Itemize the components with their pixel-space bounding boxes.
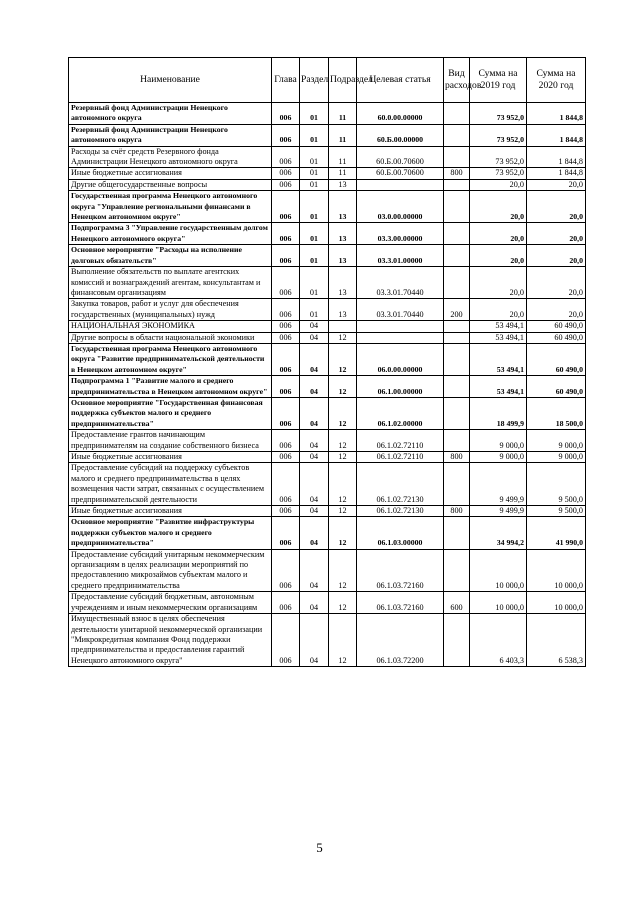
row-subsection: 13 (329, 299, 357, 321)
row-sum-2019: 20,0 (470, 299, 527, 321)
row-target-article: 03.3.01.70440 (357, 299, 444, 321)
table-row (69, 430, 586, 452)
row-target-article: 06.1.03.72160 (357, 549, 444, 592)
row-expense-type (444, 245, 470, 267)
row-chapter: 006 (272, 430, 300, 452)
row-section: 01 (300, 124, 329, 146)
budget-table (68, 57, 586, 667)
header-name: Наименование (69, 58, 272, 103)
row-sum-2019: 18 499,9 (470, 397, 527, 429)
row-sum-2020: 60 490,0 (527, 321, 586, 332)
row-expense-type (444, 463, 470, 506)
row-sum-2020: 9 000,0 (527, 430, 586, 452)
row-sum-2020: 6 538,3 (527, 614, 586, 667)
row-subsection: 12 (329, 376, 357, 398)
row-section: 04 (300, 506, 329, 517)
row-name: Предоставление субсидий на поддержку субъектов малого и среднего предпринимательства в целях возмещения части затрат, связанных с осуществлением предпринимательской деятельности (69, 463, 272, 506)
row-sum-2020: 20,0 (527, 267, 586, 299)
row-chapter: 006 (272, 168, 300, 179)
row-subsection: 11 (329, 168, 357, 179)
row-subsection: 11 (329, 146, 357, 168)
row-target-article: 06.1.02.72130 (357, 463, 444, 506)
row-chapter: 006 (272, 321, 300, 332)
row-chapter: 006 (272, 332, 300, 343)
row-section: 04 (300, 592, 329, 614)
row-name: Выполнение обязательств по выплате агентских комиссий и вознаграждений агентам, консультантам и финансовым организациям (69, 267, 272, 299)
header-chapter: Глава (272, 58, 300, 103)
row-expense-type: 200 (444, 299, 470, 321)
row-sum-2020: 18 500,0 (527, 397, 586, 429)
row-sum-2020: 41 990,0 (527, 517, 586, 549)
row-chapter: 006 (272, 191, 300, 223)
row-expense-type (444, 223, 470, 245)
row-sum-2020: 1 844,8 (527, 124, 586, 146)
row-chapter: 006 (272, 517, 300, 549)
row-name: НАЦИОНАЛЬНАЯ ЭКОНОМИКА (69, 321, 272, 332)
row-sum-2020: 10 000,0 (527, 592, 586, 614)
row-sum-2020: 20,0 (527, 191, 586, 223)
row-expense-type (444, 124, 470, 146)
table-row (69, 321, 586, 332)
row-subsection: 13 (329, 245, 357, 267)
row-sum-2019: 10 000,0 (470, 549, 527, 592)
row-chapter: 006 (272, 592, 300, 614)
header-subsection: Подраздел (329, 58, 357, 103)
row-name: Иные бюджетные ассигнования (69, 452, 272, 463)
row-expense-type (444, 376, 470, 398)
row-expense-type (444, 397, 470, 429)
row-expense-type (444, 267, 470, 299)
row-sum-2019: 53 494,1 (470, 321, 527, 332)
row-name: Закупка товаров, работ и услуг для обеспечения государственных (муниципальных) нужд (69, 299, 272, 321)
row-subsection: 12 (329, 592, 357, 614)
row-subsection: 12 (329, 452, 357, 463)
row-subsection: 11 (329, 124, 357, 146)
row-target-article: 06.1.02.72130 (357, 506, 444, 517)
row-sum-2020: 20,0 (527, 245, 586, 267)
row-name: Имущественный взнос в целях обеспечения деятельности унитарной некоммерческой организации "Микрокредитная компания Фонд поддержки предпринимательства и предоставления гарантий Ненецкого автономного округа" (69, 614, 272, 667)
row-chapter: 006 (272, 506, 300, 517)
table-row (69, 245, 586, 267)
row-sum-2019: 20,0 (470, 267, 527, 299)
row-chapter: 006 (272, 376, 300, 398)
row-target-article: 03.3.01.00000 (357, 245, 444, 267)
row-expense-type: 600 (444, 592, 470, 614)
row-section: 04 (300, 549, 329, 592)
header-target-article: Целевая статья (357, 58, 444, 103)
row-target-article: 60.Б.00.70600 (357, 168, 444, 179)
row-section: 01 (300, 223, 329, 245)
row-subsection: 12 (329, 549, 357, 592)
row-expense-type (444, 343, 470, 375)
row-subsection: 11 (329, 103, 357, 125)
row-sum-2019: 9 000,0 (470, 452, 527, 463)
row-expense-type (444, 191, 470, 223)
row-sum-2019: 53 494,1 (470, 332, 527, 343)
table-row (69, 549, 586, 592)
row-name: Иные бюджетные ассигнования (69, 506, 272, 517)
row-section: 04 (300, 321, 329, 332)
row-chapter: 006 (272, 299, 300, 321)
table-row (69, 179, 586, 190)
row-sum-2019: 20,0 (470, 191, 527, 223)
row-chapter: 006 (272, 463, 300, 506)
row-subsection (329, 321, 357, 332)
row-section: 01 (300, 168, 329, 179)
row-subsection: 12 (329, 614, 357, 667)
table-row (69, 223, 586, 245)
row-expense-type: 800 (444, 168, 470, 179)
row-expense-type (444, 332, 470, 343)
row-target-article: 03.0.00.00000 (357, 191, 444, 223)
row-sum-2019: 20,0 (470, 245, 527, 267)
row-chapter: 006 (272, 124, 300, 146)
row-expense-type: 800 (444, 506, 470, 517)
table-row (69, 267, 586, 299)
page-number: 5 (316, 840, 323, 855)
table-row (69, 376, 586, 398)
row-sum-2019: 73 952,0 (470, 103, 527, 125)
row-subsection: 12 (329, 332, 357, 343)
row-sum-2020: 20,0 (527, 179, 586, 190)
row-chapter: 006 (272, 452, 300, 463)
header-sum-2019: Сумма на 2019 год (470, 58, 527, 103)
row-chapter: 006 (272, 179, 300, 190)
row-sum-2020: 9 500,0 (527, 506, 586, 517)
row-name: Другие вопросы в области национальной экономики (69, 332, 272, 343)
row-expense-type (444, 614, 470, 667)
row-sum-2019: 73 952,0 (470, 168, 527, 179)
row-sum-2020: 1 844,8 (527, 168, 586, 179)
row-chapter: 006 (272, 549, 300, 592)
table-row (69, 332, 586, 343)
row-chapter: 006 (272, 146, 300, 168)
row-sum-2020: 9 500,0 (527, 463, 586, 506)
row-chapter: 006 (272, 343, 300, 375)
row-subsection: 12 (329, 430, 357, 452)
row-subsection: 13 (329, 191, 357, 223)
row-section: 01 (300, 299, 329, 321)
row-name: Резервный фонд Администрации Ненецкого автономного округа (69, 103, 272, 125)
row-name: Государственная программа Ненецкого автономного округа "Развитие предпринимательской деятельности в Ненецком автономном округе" (69, 343, 272, 375)
row-name: Подпрограмма 1 "Развитие малого и среднего предпринимательства в Ненецком автономном округе" (69, 376, 272, 398)
row-section: 04 (300, 452, 329, 463)
row-subsection: 13 (329, 223, 357, 245)
row-name: Расходы за счёт средств Резервного фонда Администрации Ненецкого автономного округа (69, 146, 272, 168)
row-section: 01 (300, 103, 329, 125)
row-target-article: 06.1.02.72110 (357, 430, 444, 452)
row-sum-2020: 10 000,0 (527, 549, 586, 592)
row-section: 04 (300, 517, 329, 549)
row-sum-2020: 60 490,0 (527, 332, 586, 343)
row-name: Основное мероприятие "Развитие инфраструктуры поддержки субъектов малого и среднего предпринимательства" (69, 517, 272, 549)
row-target-article: 03.3.00.00000 (357, 223, 444, 245)
row-sum-2019: 6 403,3 (470, 614, 527, 667)
table-row (69, 103, 586, 125)
row-target-article: 60.Б.00.00000 (357, 124, 444, 146)
row-target-article: 06.1.03.72200 (357, 614, 444, 667)
row-subsection: 13 (329, 179, 357, 190)
row-sum-2020: 9 000,0 (527, 452, 586, 463)
row-target-article: 06.0.00.00000 (357, 343, 444, 375)
row-chapter: 006 (272, 267, 300, 299)
table-row (69, 614, 586, 667)
row-sum-2019: 9 000,0 (470, 430, 527, 452)
row-sum-2020: 60 490,0 (527, 343, 586, 375)
row-target-article (357, 321, 444, 332)
row-name: Резервный фонд Администрации Ненецкого автономного округа (69, 124, 272, 146)
table-row (69, 146, 586, 168)
table-row (69, 191, 586, 223)
row-target-article: 06.1.00.00000 (357, 376, 444, 398)
row-section: 04 (300, 397, 329, 429)
row-section: 04 (300, 343, 329, 375)
row-subsection: 12 (329, 397, 357, 429)
row-expense-type (444, 321, 470, 332)
table-row (69, 517, 586, 549)
row-sum-2019: 53 494,1 (470, 343, 527, 375)
row-section: 01 (300, 146, 329, 168)
header-expense-type: Вид расходов (444, 58, 470, 103)
row-subsection: 12 (329, 506, 357, 517)
row-subsection: 13 (329, 267, 357, 299)
row-section: 01 (300, 191, 329, 223)
row-subsection: 12 (329, 517, 357, 549)
row-target-article: 03.3.01.70440 (357, 267, 444, 299)
row-sum-2020: 1 844,8 (527, 146, 586, 168)
row-subsection: 12 (329, 463, 357, 506)
table-row (69, 299, 586, 321)
table-row (69, 452, 586, 463)
header-sum-2020: Сумма на 2020 год (527, 58, 586, 103)
row-sum-2019: 10 000,0 (470, 592, 527, 614)
table-row (69, 506, 586, 517)
row-section: 01 (300, 267, 329, 299)
row-sum-2020: 20,0 (527, 223, 586, 245)
row-target-article: 06.1.02.00000 (357, 397, 444, 429)
row-expense-type (444, 430, 470, 452)
table-row (69, 343, 586, 375)
row-chapter: 006 (272, 245, 300, 267)
row-target-article: 06.1.02.72110 (357, 452, 444, 463)
row-sum-2020: 20,0 (527, 299, 586, 321)
row-sum-2019: 34 994,2 (470, 517, 527, 549)
row-target-article: 60.Б.00.70600 (357, 146, 444, 168)
row-section: 01 (300, 245, 329, 267)
row-sum-2019: 73 952,0 (470, 124, 527, 146)
row-expense-type (444, 146, 470, 168)
row-sum-2019: 9 499,9 (470, 506, 527, 517)
row-chapter: 006 (272, 397, 300, 429)
row-section: 04 (300, 430, 329, 452)
row-name: Иные бюджетные ассигнования (69, 168, 272, 179)
row-sum-2020: 1 844,8 (527, 103, 586, 125)
table-row (69, 397, 586, 429)
row-expense-type (444, 103, 470, 125)
row-section: 04 (300, 332, 329, 343)
row-sum-2020: 60 490,0 (527, 376, 586, 398)
row-chapter: 006 (272, 614, 300, 667)
header-section: Раздел (300, 58, 329, 103)
row-name: Государственная программа Ненецкого автономного округа "Управление региональными финансами в Ненецком автономном округе" (69, 191, 272, 223)
row-sum-2019: 20,0 (470, 179, 527, 190)
row-section: 04 (300, 463, 329, 506)
row-section: 04 (300, 614, 329, 667)
row-name: Предоставление грантов начинающим предпринимателям на создание собственного бизнеса (69, 430, 272, 452)
row-expense-type (444, 179, 470, 190)
row-name: Подпрограмма 3 "Управление государственным долгом Ненецкого автономного округа" (69, 223, 272, 245)
row-target-article: 60.0.00.00000 (357, 103, 444, 125)
table-header-row (69, 58, 586, 103)
row-name: Основное мероприятие "Расходы на исполнение долговых обязательств" (69, 245, 272, 267)
table-row (69, 592, 586, 614)
row-name: Предоставление субсидий бюджетным, автономным учреждениям и иным некоммерческим организациям (69, 592, 272, 614)
row-section: 04 (300, 376, 329, 398)
row-target-article (357, 332, 444, 343)
row-expense-type (444, 517, 470, 549)
row-name: Другие общегосударственные вопросы (69, 179, 272, 190)
row-target-article: 06.1.03.00000 (357, 517, 444, 549)
row-sum-2019: 9 499,9 (470, 463, 527, 506)
row-sum-2019: 53 494,1 (470, 376, 527, 398)
row-expense-type (444, 549, 470, 592)
table-row (69, 124, 586, 146)
row-sum-2019: 73 952,0 (470, 146, 527, 168)
row-chapter: 006 (272, 103, 300, 125)
row-name: Предоставление субсидий унитарным некоммерческим организациям в целях реализации мероприятий по предоставлению микрозаймов субъектам малого и среднего предпринимательства (69, 549, 272, 592)
row-target-article (357, 179, 444, 190)
table-row (69, 463, 586, 506)
row-subsection: 12 (329, 343, 357, 375)
row-target-article: 06.1.03.72160 (357, 592, 444, 614)
row-chapter: 006 (272, 223, 300, 245)
row-name: Основное мероприятие "Государственная финансовая поддержка субъектов малого и среднего предпринимательства" (69, 397, 272, 429)
table-row (69, 168, 586, 179)
row-expense-type: 800 (444, 452, 470, 463)
row-section: 01 (300, 179, 329, 190)
row-sum-2019: 20,0 (470, 223, 527, 245)
